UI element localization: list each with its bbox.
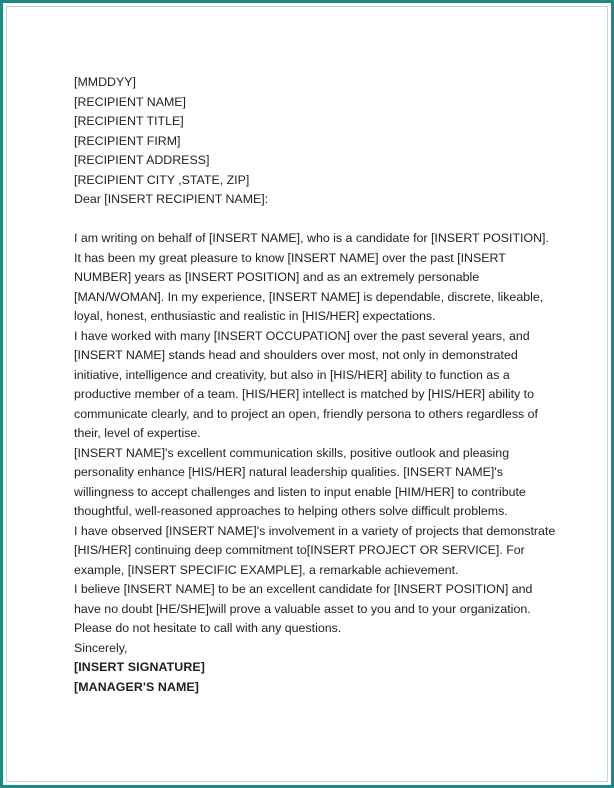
body-line: I have worked with many [INSERT OCCUPATION] over the past several years, and — [74, 328, 530, 343]
body-line: [HIS/HER] continuing deep commitment to[INSERT PROJECT OR SERVICE]. For — [74, 543, 525, 557]
manager-name-placeholder: [MANAGER'S NAME] — [74, 679, 200, 694]
body-line: communicate clearly, and to project an open, friendly persona to others regardless of — [74, 406, 538, 421]
recipient-address-line: [RECIPIENT ADDRESS] — [74, 153, 210, 167]
body-line: example, [INSERT SPECIFIC EXAMPLE], a remarkable achievement. — [74, 562, 459, 577]
body-line: personality enhance [HIS/HER] natural leadership qualities. [INSERT NAME]'s — [74, 465, 503, 479]
body-line: NUMBER] years as [INSERT POSITION] and as an extremely personable — [74, 270, 480, 284]
body-line: [INSERT NAME]'s excellent communication skills, positive outlook and pleasing — [74, 445, 510, 460]
body-line: productive member of a team. [HIS/HER] intellect is matched by [HIS/HER] ability to — [74, 387, 535, 401]
sign-off: Sincerely, — [74, 640, 128, 655]
body-line: I have observed [INSERT NAME]'s involvement in a variety of projects that demonstrate — [74, 523, 556, 538]
recipient-name-line: [RECIPIENT NAME] — [74, 94, 186, 109]
body-line: have no doubt [HE/SHE]will prove a valuable asset to you and to your organization. — [74, 601, 531, 616]
paragraph-gap — [74, 210, 554, 230]
body-line: I believe [INSERT NAME] to be an excellent candidate for [INSERT POSITION] and — [74, 582, 533, 596]
recipient-city-line: [RECIPIENT CITY ,STATE, ZIP] — [74, 172, 250, 187]
body-line: [INSERT NAME] stands head and shoulders over most, not only in demonstrated — [74, 348, 518, 362]
letter-content — [74, 73, 554, 697]
recipient-title-line: [RECIPIENT TITLE] — [74, 114, 184, 128]
body-line: thoughtful, well-reasoned approaches to helping others solve difficult problems. — [74, 504, 508, 518]
body-line: willingness to accept challenges and listen to input enable [HIM/HER] to contribute — [74, 484, 526, 499]
body-line: I am writing on behalf of [INSERT NAME], who is a candidate for [INSERT POSITION]. — [74, 231, 549, 245]
body-line: [MAN/WOMAN]. In my experience, [INSERT NAME] is dependable, discrete, likeable, — [74, 289, 544, 304]
signature-placeholder: [INSERT SIGNATURE] — [74, 660, 205, 674]
body-line: their, level of expertise. — [74, 426, 201, 440]
body-line: Please do not hesitate to call with any questions. — [74, 621, 342, 635]
body-line: It has been my great pleasure to know [INSERT NAME] over the past [INSERT — [74, 250, 506, 265]
body-line: initiative, intelligence and creativity, but also in [HIS/HER] ability to function as a — [74, 367, 510, 382]
body-line: loyal, honest, enthusiastic and realistic in [HIS/HER] expectations. — [74, 309, 436, 323]
salutation: Dear [INSERT RECIPIENT NAME]: — [74, 192, 269, 206]
recipient-firm-line: [RECIPIENT FIRM] — [74, 133, 181, 148]
date-line: [MMDDYY] — [74, 75, 136, 89]
